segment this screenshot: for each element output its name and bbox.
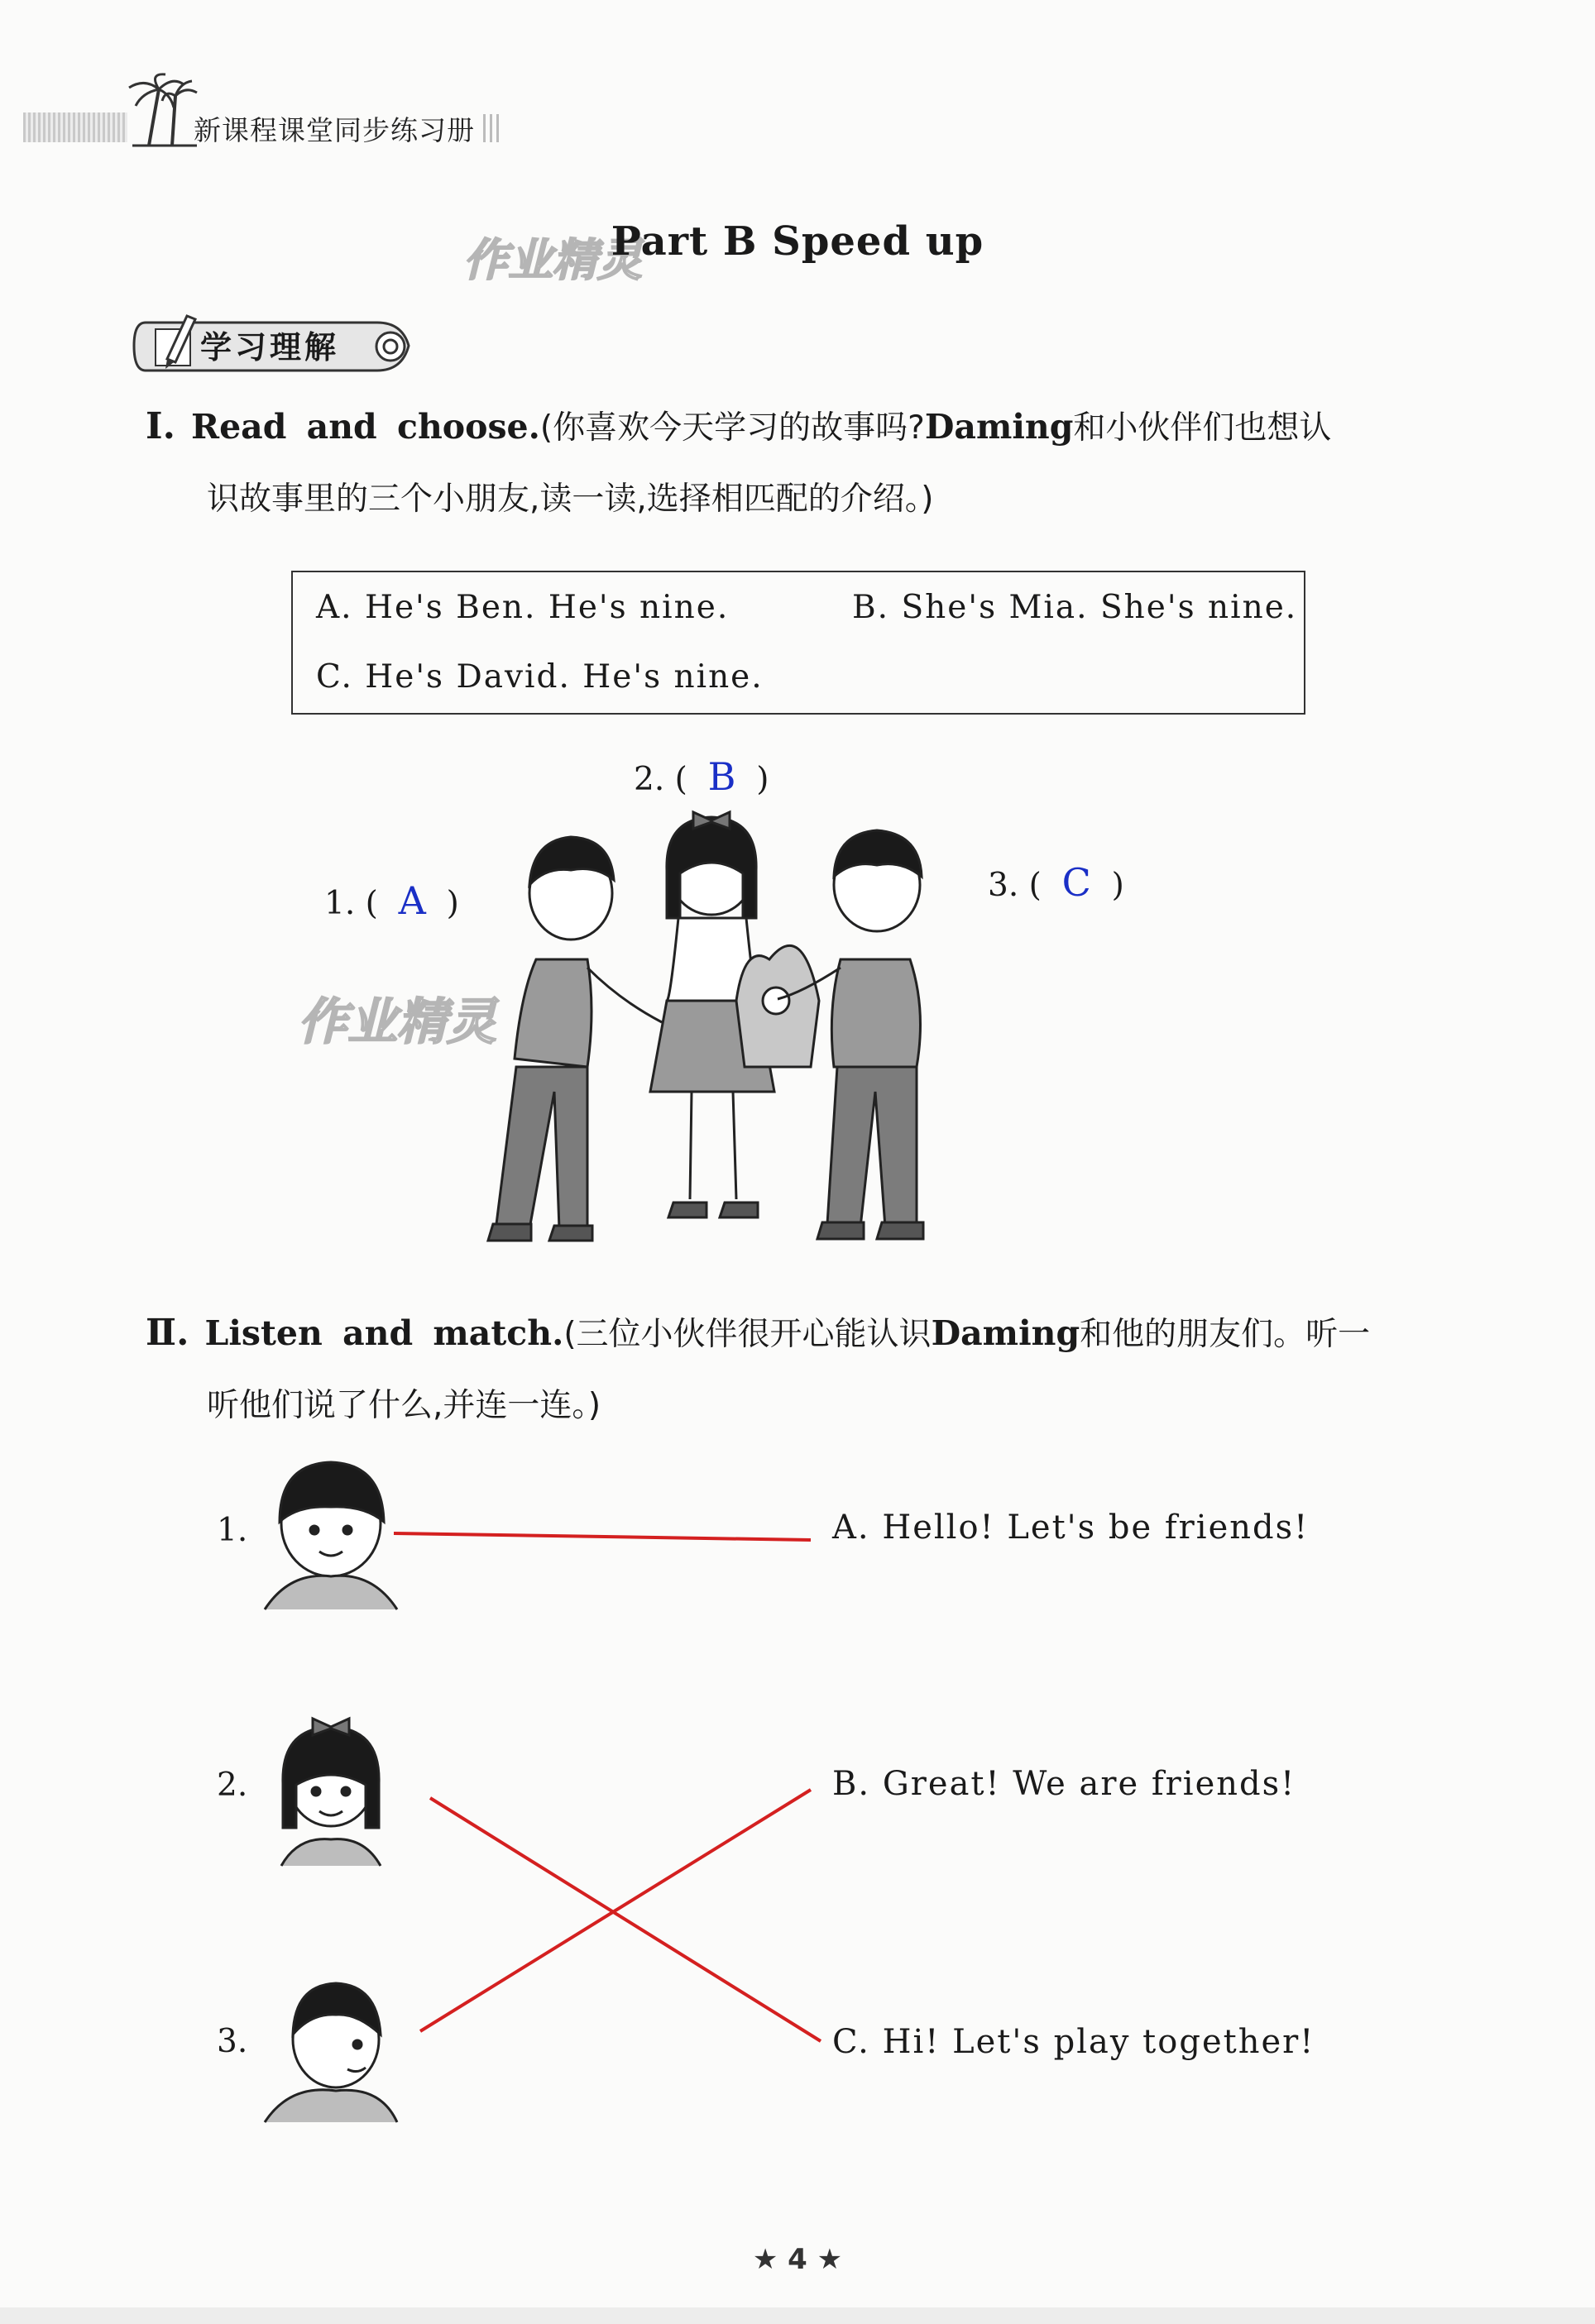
q1-instruction-part1: (你喜欢今天学习的故事吗? — [539, 409, 925, 447]
page-edge — [0, 2307, 1595, 2324]
q1-answer-2-number: 2. — [634, 761, 665, 798]
q1-instruction-line2: 识故事里的三个小朋友,读一读,选择相匹配的介绍。) — [207, 481, 934, 518]
book-title: 新课程课堂同步练习册 — [194, 114, 475, 146]
match-line-2-c — [430, 1798, 821, 2041]
match-line-1-a — [394, 1533, 811, 1540]
q1-answer-1-number: 1. — [324, 885, 356, 922]
q2-item-1-number: 1. — [217, 1512, 248, 1549]
section-tag-label: 学习理解 — [200, 329, 340, 366]
q1-answer-1: 1. ( A ) — [324, 878, 459, 923]
q1-option-a: A. He's Ben. He's nine. — [316, 589, 730, 626]
q1-answer-3-value: C — [1061, 860, 1091, 905]
page-title: Part B Speed up — [611, 218, 984, 265]
q2-item-2-number: 2. — [217, 1767, 248, 1804]
q1-option-c: C. He's David. He's nine. — [316, 658, 764, 696]
q2-instruction-name: Daming — [931, 1313, 1080, 1353]
q2-heading: Listen and match. — [204, 1313, 564, 1353]
q2-option-a: A. Hello! Let's be friends! — [832, 1509, 1310, 1547]
q1-number: Ⅰ. — [146, 405, 175, 447]
q1-answer-3: 3. ( C ) — [988, 860, 1124, 905]
q1-answer-2-value: B — [707, 754, 736, 799]
match-line-3-b — [420, 1790, 811, 2031]
q1-instruction-part2: 和小伙伴们也想认 — [1073, 409, 1332, 447]
q1-answer-1-value: A — [398, 878, 426, 923]
page-number: ★ 4 ★ — [752, 2243, 843, 2276]
q2-instruction-line2: 听他们说了什么,并连一连。) — [207, 1387, 601, 1424]
q2-number: Ⅱ. — [146, 1312, 189, 1354]
q2-option-c: C. Hi! Let's play together! — [832, 2023, 1315, 2061]
q1-heading: Read and choose. — [191, 407, 540, 447]
q1-answer-2: 2. ( B ) — [634, 754, 769, 799]
q1-option-b: B. She's Mia. She's nine. — [852, 589, 1298, 626]
watermark: 作业精灵 — [463, 234, 642, 286]
watermark: 作业精灵 — [298, 993, 496, 1051]
q2-instruction-part1: (三位小伙伴很开心能认识 — [563, 1316, 932, 1353]
q2-option-b: B. Great! We are friends! — [832, 1765, 1296, 1803]
q2-item-3-number: 3. — [217, 2023, 248, 2060]
q2-instruction-part2: 和他的朋友们。听一 — [1080, 1316, 1371, 1353]
q1-instruction-name: Daming — [924, 407, 1074, 447]
q1-answer-3-number: 3. — [988, 867, 1019, 904]
